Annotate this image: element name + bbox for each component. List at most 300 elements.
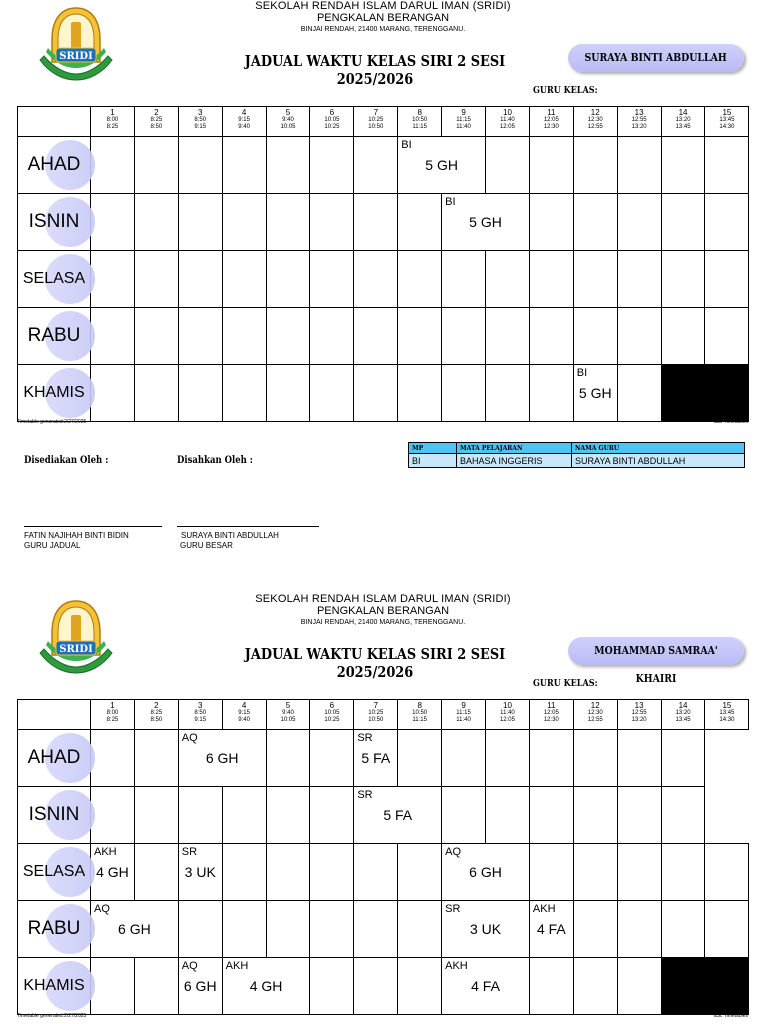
empty-cell bbox=[617, 787, 661, 844]
empty-cell bbox=[222, 194, 266, 251]
lesson-class: 3 UK bbox=[184, 864, 216, 880]
empty-cell bbox=[442, 365, 486, 422]
lesson-cell bbox=[529, 901, 573, 958]
day-cell bbox=[18, 730, 91, 787]
empty-cell bbox=[442, 787, 486, 844]
empty-cell bbox=[134, 137, 178, 194]
empty-cell bbox=[529, 137, 573, 194]
empty-cell bbox=[617, 365, 661, 422]
period-header bbox=[442, 107, 486, 137]
empty-cell bbox=[266, 251, 310, 308]
empty-cell bbox=[266, 901, 310, 958]
legend-row bbox=[409, 454, 745, 468]
lesson-cell bbox=[178, 958, 222, 1015]
teacher-name: MOHAMMAD SAMRAA' KHAIRI bbox=[594, 644, 718, 685]
period-header bbox=[178, 107, 222, 137]
page-title: JADUAL WAKTU KELAS SIRI 2 SESI 2025/2026 bbox=[244, 52, 506, 88]
lesson-cell bbox=[354, 730, 398, 787]
approved-by-role: GURU BESAR bbox=[180, 541, 233, 550]
day-label: KHAMIS bbox=[23, 977, 85, 994]
lesson-subject: AKH bbox=[94, 846, 117, 858]
school-name: SEKOLAH RENDAH ISLAM DARUL IMAN (SRIDI) bbox=[255, 0, 511, 12]
empty-cell bbox=[222, 251, 266, 308]
period-header bbox=[617, 107, 661, 137]
period-start: 12:30 bbox=[587, 710, 603, 716]
lesson-cell bbox=[398, 137, 486, 194]
lesson-cell bbox=[178, 844, 222, 901]
period-number: 3 bbox=[198, 701, 203, 710]
period-start: 10:05 bbox=[324, 710, 340, 716]
empty-cell bbox=[134, 365, 178, 422]
empty-cell bbox=[661, 901, 705, 958]
empty-cell bbox=[617, 901, 661, 958]
school-header bbox=[200, 593, 566, 627]
day-cell bbox=[18, 194, 91, 251]
empty-cell bbox=[705, 308, 749, 365]
period-header bbox=[222, 107, 266, 137]
day-cell bbox=[18, 901, 91, 958]
corner-cell bbox=[18, 107, 91, 137]
empty-cell bbox=[573, 194, 617, 251]
day-label: SELASA bbox=[22, 863, 86, 880]
period-header bbox=[354, 700, 398, 730]
day-pill bbox=[21, 961, 87, 1011]
period-number: 7 bbox=[373, 108, 379, 117]
empty-cell bbox=[222, 308, 266, 365]
lesson-subject: BI bbox=[576, 367, 588, 379]
day-pill bbox=[21, 311, 87, 361]
period-number: 14 bbox=[678, 108, 688, 117]
empty-cell bbox=[573, 308, 617, 365]
empty-cell bbox=[573, 787, 617, 844]
page-title: JADUAL WAKTU KELAS SIRI 2 SESI 2025/2026 bbox=[244, 645, 506, 681]
period-number: 12 bbox=[590, 701, 600, 710]
period-header bbox=[91, 700, 135, 730]
empty-cell bbox=[486, 787, 530, 844]
empty-cell bbox=[661, 194, 705, 251]
lesson-cell bbox=[91, 844, 135, 901]
empty-cell bbox=[178, 901, 222, 958]
lesson-cell bbox=[442, 194, 530, 251]
period-end: 12:05 bbox=[499, 717, 515, 723]
period-header bbox=[661, 700, 705, 730]
timetable-grid bbox=[17, 699, 749, 1015]
period-end: 10:05 bbox=[280, 124, 296, 130]
period-start: 9:40 bbox=[282, 117, 294, 123]
day-label: KHAMIS bbox=[23, 384, 85, 401]
day-cell bbox=[18, 787, 91, 844]
period-number: 15 bbox=[722, 701, 732, 710]
day-row bbox=[18, 901, 749, 958]
empty-cell bbox=[266, 308, 310, 365]
prepared-by-role: GURU JADUAL bbox=[24, 541, 81, 550]
period-start: 12:55 bbox=[631, 117, 647, 123]
empty-cell bbox=[266, 137, 310, 194]
period-header-row bbox=[18, 700, 749, 730]
empty-cell bbox=[705, 194, 749, 251]
empty-cell bbox=[310, 251, 354, 308]
period-end: 9:40 bbox=[238, 124, 250, 130]
lesson-class: 6 GH bbox=[118, 921, 151, 937]
empty-cell bbox=[617, 137, 661, 194]
period-number: 2 bbox=[154, 108, 159, 117]
period-header bbox=[486, 700, 530, 730]
empty-cell bbox=[178, 365, 222, 422]
lesson-cell bbox=[442, 958, 530, 1015]
day-row bbox=[18, 137, 749, 194]
legend-header-subject: MATA PELAJARAN bbox=[457, 443, 572, 454]
empty-cell bbox=[134, 308, 178, 365]
period-end: 11:40 bbox=[456, 717, 471, 723]
empty-cell bbox=[134, 958, 178, 1015]
period-start: 13:45 bbox=[719, 710, 735, 716]
period-header bbox=[398, 107, 442, 137]
teacher-badge bbox=[568, 637, 744, 685]
empty-cell bbox=[178, 251, 222, 308]
day-label: AHAD bbox=[27, 747, 81, 768]
empty-cell bbox=[617, 251, 661, 308]
empty-cell bbox=[354, 901, 398, 958]
legend-mp: BI bbox=[409, 454, 457, 468]
period-header bbox=[573, 700, 617, 730]
lesson-subject: AQ bbox=[181, 960, 198, 972]
prepared-by-block bbox=[24, 531, 129, 551]
empty-cell bbox=[354, 958, 398, 1015]
corner-cell bbox=[18, 700, 91, 730]
empty-cell bbox=[354, 194, 398, 251]
empty-cell bbox=[91, 194, 135, 251]
empty-cell bbox=[486, 365, 530, 422]
empty-cell bbox=[91, 730, 135, 787]
period-start: 11:40 bbox=[500, 117, 515, 123]
period-number: 10 bbox=[503, 108, 512, 117]
approved-by-block bbox=[181, 531, 279, 551]
period-number: 7 bbox=[373, 701, 379, 710]
empty-cell bbox=[529, 194, 573, 251]
empty-cell bbox=[310, 137, 354, 194]
approved-signature-line bbox=[177, 526, 319, 527]
period-start: 9:15 bbox=[238, 710, 250, 716]
school-address: BINJAI RENDAH, 21400 MARANG, TERENGGANU. bbox=[300, 619, 466, 626]
empty-cell bbox=[91, 308, 135, 365]
empty-cell bbox=[310, 958, 354, 1015]
guru-kelas-label: GURU KELAS: bbox=[533, 679, 598, 689]
period-header bbox=[617, 700, 661, 730]
day-label: ISNIN bbox=[28, 804, 80, 825]
lesson-subject: AKH bbox=[225, 960, 249, 972]
period-number: 1 bbox=[110, 701, 115, 710]
lesson-class: 6 GH bbox=[205, 750, 239, 766]
lesson-class: 5 FA bbox=[361, 750, 391, 766]
period-header bbox=[442, 700, 486, 730]
logo-text: SRIDI bbox=[59, 644, 93, 655]
empty-cell bbox=[398, 365, 442, 422]
period-header bbox=[266, 700, 310, 730]
empty-cell bbox=[617, 194, 661, 251]
day-row bbox=[18, 730, 749, 787]
empty-cell bbox=[398, 958, 442, 1015]
empty-cell bbox=[310, 365, 354, 422]
empty-cell bbox=[91, 958, 135, 1015]
empty-cell bbox=[134, 251, 178, 308]
empty-cell bbox=[617, 844, 661, 901]
period-number: 11 bbox=[547, 108, 556, 117]
period-number: 15 bbox=[722, 108, 732, 117]
approved-by-name: SURAYA BINTI ABDULLAH bbox=[181, 531, 279, 540]
period-header bbox=[573, 107, 617, 137]
lesson-subject: SR bbox=[357, 789, 373, 801]
empty-cell bbox=[354, 251, 398, 308]
empty-cell bbox=[705, 844, 749, 901]
period-end: 9:15 bbox=[194, 717, 207, 723]
period-number: 3 bbox=[198, 108, 203, 117]
logo-text: SRIDI bbox=[59, 51, 93, 62]
period-header-row bbox=[18, 107, 749, 137]
period-start: 13:45 bbox=[719, 117, 735, 123]
lesson-class: 5 FA bbox=[383, 807, 413, 823]
empty-cell bbox=[529, 958, 573, 1015]
empty-cell bbox=[661, 308, 705, 365]
legend-teacher: SURAYA BINTI ABDULLAH bbox=[572, 454, 745, 468]
period-end: 13:20 bbox=[631, 717, 647, 723]
empty-cell bbox=[529, 365, 573, 422]
period-number: 6 bbox=[329, 701, 335, 710]
empty-cell bbox=[661, 137, 705, 194]
day-pill bbox=[21, 904, 87, 954]
empty-cell bbox=[266, 730, 310, 787]
period-start: 12:05 bbox=[543, 710, 559, 716]
period-start: 9:15 bbox=[238, 117, 250, 123]
period-header bbox=[705, 700, 749, 730]
empty-cell bbox=[705, 251, 749, 308]
empty-cell bbox=[398, 844, 442, 901]
empty-cell bbox=[661, 787, 705, 844]
empty-cell bbox=[529, 251, 573, 308]
period-end: 11:15 bbox=[412, 124, 427, 130]
empty-cell bbox=[486, 251, 530, 308]
period-number: 8 bbox=[417, 701, 422, 710]
empty-cell bbox=[266, 365, 310, 422]
period-number: 4 bbox=[241, 701, 247, 710]
empty-cell bbox=[573, 958, 617, 1015]
empty-cell bbox=[222, 901, 266, 958]
period-end: 13:20 bbox=[631, 124, 647, 130]
empty-cell bbox=[398, 730, 442, 787]
period-number: 12 bbox=[590, 108, 600, 117]
day-pill bbox=[21, 197, 87, 247]
period-header bbox=[529, 700, 573, 730]
empty-cell bbox=[529, 730, 573, 787]
period-header bbox=[354, 107, 398, 137]
period-end: 10:05 bbox=[280, 717, 296, 723]
day-pill bbox=[21, 368, 87, 418]
empty-cell bbox=[354, 137, 398, 194]
lesson-subject: SR bbox=[181, 846, 198, 858]
empty-cell bbox=[266, 844, 310, 901]
period-end: 10:25 bbox=[324, 124, 340, 130]
empty-cell bbox=[310, 194, 354, 251]
period-number: 4 bbox=[241, 108, 247, 117]
lesson-cell bbox=[442, 901, 530, 958]
empty-cell bbox=[398, 194, 442, 251]
period-header bbox=[178, 700, 222, 730]
empty-cell bbox=[354, 365, 398, 422]
period-end: 9:40 bbox=[238, 717, 250, 723]
empty-cell bbox=[178, 787, 222, 844]
empty-cell bbox=[573, 844, 617, 901]
day-row bbox=[18, 308, 749, 365]
day-cell bbox=[18, 365, 91, 422]
empty-cell bbox=[222, 137, 266, 194]
asc-credit: aSc Timetables bbox=[713, 419, 748, 425]
empty-cell bbox=[398, 901, 442, 958]
period-start: 8:00 bbox=[106, 710, 119, 716]
period-end: 8:25 bbox=[106, 717, 119, 723]
empty-cell bbox=[529, 844, 573, 901]
period-start: 13:20 bbox=[675, 117, 691, 123]
period-start: 13:20 bbox=[675, 710, 691, 716]
period-start: 8:00 bbox=[106, 117, 119, 123]
period-end: 8:50 bbox=[150, 717, 163, 723]
day-cell bbox=[18, 844, 91, 901]
lesson-subject: AQ bbox=[445, 846, 462, 858]
empty-cell bbox=[134, 194, 178, 251]
day-label: ISNIN bbox=[28, 211, 80, 232]
period-number: 9 bbox=[461, 108, 466, 117]
legend-subject: BAHASA INGGERIS bbox=[457, 454, 572, 468]
period-start: 12:30 bbox=[587, 117, 603, 123]
prepared-signature-line bbox=[24, 526, 162, 527]
period-end: 11:15 bbox=[412, 717, 427, 723]
school-area: PENGKALAN BERANGAN bbox=[316, 12, 450, 24]
legend-header-teacher: NAMA GURU bbox=[572, 443, 745, 454]
period-header bbox=[222, 700, 266, 730]
period-start: 10:25 bbox=[368, 710, 384, 716]
empty-cell bbox=[573, 901, 617, 958]
prepared-by-name: FATIN NAJIHAH BINTI BIDIN bbox=[24, 531, 129, 540]
period-header bbox=[134, 700, 178, 730]
empty-cell bbox=[310, 308, 354, 365]
period-end: 12:05 bbox=[499, 124, 515, 130]
empty-cell bbox=[705, 901, 749, 958]
period-end: 13:45 bbox=[675, 124, 691, 130]
empty-cell bbox=[573, 730, 617, 787]
period-number: 10 bbox=[503, 701, 512, 710]
empty-cell bbox=[222, 787, 266, 844]
empty-cell bbox=[661, 730, 705, 787]
teacher-badge bbox=[568, 44, 744, 72]
lesson-cell bbox=[354, 787, 442, 844]
period-start: 11:15 bbox=[456, 710, 471, 716]
lesson-subject: BI bbox=[445, 196, 456, 208]
period-header bbox=[486, 107, 530, 137]
blocked-cell bbox=[661, 958, 749, 1015]
lesson-cell bbox=[222, 958, 310, 1015]
day-pill bbox=[21, 254, 87, 304]
subject-legend bbox=[408, 442, 745, 468]
day-cell bbox=[18, 308, 91, 365]
day-row bbox=[18, 365, 749, 422]
empty-cell bbox=[266, 787, 310, 844]
period-start: 12:05 bbox=[543, 117, 559, 123]
period-end: 10:50 bbox=[368, 124, 384, 130]
period-end: 12:30 bbox=[543, 124, 559, 130]
empty-cell bbox=[91, 137, 135, 194]
period-number: 13 bbox=[634, 108, 644, 117]
lesson-class: 4 FA bbox=[536, 921, 566, 937]
empty-cell bbox=[529, 787, 573, 844]
period-start: 10:50 bbox=[412, 117, 428, 123]
period-number: 11 bbox=[547, 701, 556, 710]
period-end: 8:50 bbox=[150, 124, 163, 130]
period-header bbox=[310, 107, 354, 137]
lesson-subject: BI bbox=[401, 139, 412, 151]
empty-cell bbox=[442, 251, 486, 308]
period-header bbox=[529, 107, 573, 137]
period-end: 14:30 bbox=[719, 717, 735, 723]
period-start: 8:25 bbox=[150, 117, 163, 123]
lesson-subject: AQ bbox=[181, 732, 198, 744]
lesson-subject: AQ bbox=[94, 903, 110, 915]
school-area: PENGKALAN BERANGAN bbox=[316, 605, 450, 617]
empty-cell bbox=[442, 308, 486, 365]
empty-cell bbox=[398, 308, 442, 365]
lesson-subject: AKH bbox=[532, 903, 556, 915]
empty-cell bbox=[573, 251, 617, 308]
period-end: 12:55 bbox=[587, 124, 603, 130]
empty-cell bbox=[617, 958, 661, 1015]
guru-kelas-label: GURU KELAS: bbox=[533, 86, 598, 96]
teacher-name: SURAYA BINTI ABDULLAH bbox=[584, 51, 728, 64]
school-logo bbox=[38, 4, 114, 88]
empty-cell bbox=[354, 844, 398, 901]
period-header bbox=[266, 107, 310, 137]
period-end: 10:25 bbox=[324, 717, 340, 723]
legend-header-mp: MP bbox=[409, 443, 457, 454]
prepared-by-label: Disediakan Oleh : bbox=[24, 455, 109, 466]
lesson-cell bbox=[573, 365, 617, 422]
period-header bbox=[310, 700, 354, 730]
day-label: RABU bbox=[27, 918, 81, 939]
empty-cell bbox=[134, 844, 178, 901]
empty-cell bbox=[222, 844, 266, 901]
lesson-subject: SR bbox=[357, 732, 373, 744]
lesson-class: 3 UK bbox=[469, 921, 502, 937]
period-start: 10:50 bbox=[412, 710, 428, 716]
day-row bbox=[18, 194, 749, 251]
period-number: 6 bbox=[329, 108, 335, 117]
lesson-cell bbox=[91, 901, 179, 958]
empty-cell bbox=[486, 730, 530, 787]
period-end: 12:30 bbox=[543, 717, 559, 723]
period-start: 12:55 bbox=[631, 710, 647, 716]
lesson-cell bbox=[178, 730, 266, 787]
school-name: SEKOLAH RENDAH ISLAM DARUL IMAN (SRIDI) bbox=[255, 593, 511, 605]
empty-cell bbox=[661, 251, 705, 308]
period-start: 8:50 bbox=[194, 710, 207, 716]
empty-cell bbox=[661, 844, 705, 901]
empty-cell bbox=[398, 251, 442, 308]
lesson-class: 6 GH bbox=[469, 864, 502, 880]
generated-note: Timetable generated:2/27/2025 bbox=[17, 419, 87, 425]
period-number: 13 bbox=[634, 701, 644, 710]
day-pill bbox=[21, 790, 87, 840]
period-start: 8:25 bbox=[150, 710, 163, 716]
day-cell bbox=[18, 137, 91, 194]
empty-cell bbox=[486, 137, 530, 194]
timetable-grid bbox=[17, 106, 749, 422]
period-start: 11:40 bbox=[500, 710, 515, 716]
